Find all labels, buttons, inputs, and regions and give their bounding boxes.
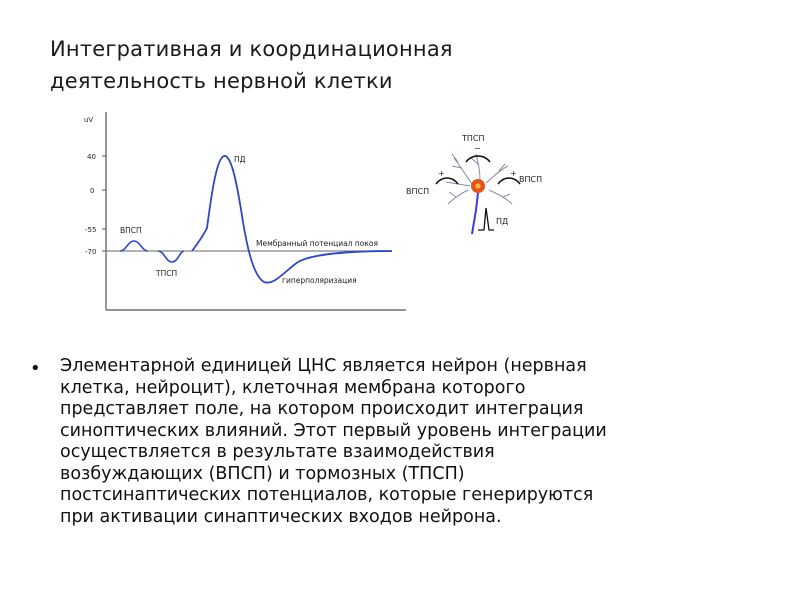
synapse-sign-right: + [510, 169, 517, 178]
bullet-line: осуществляется в результате взаимодействия [60, 442, 495, 462]
neuron-epsp-left-label: ВПСП [406, 187, 430, 196]
epsp-label: ВПСП [120, 226, 142, 235]
synapse-sign-left: + [438, 169, 445, 178]
ap-label: ПД [234, 155, 246, 164]
bullet-line: Элементарной единицей ЦНС является нейрон (нервная [60, 356, 587, 376]
slide-title-line: Интегративная и координационная [50, 37, 453, 61]
synapse-right [498, 178, 520, 184]
hyperpolarization-label: гиперполяризация [282, 276, 357, 285]
y-tick-label: -70 [85, 248, 97, 256]
ap-spike-icon [478, 208, 494, 230]
neuron-nucleus [475, 183, 480, 188]
bullet-line: клетка, нейроцит), клеточная мембрана которого [60, 377, 526, 398]
neuron-epsp-right-label: ВПСП [519, 175, 543, 184]
bullet-line: при активации синаптических входов нейрона. [60, 506, 502, 527]
bullet-line: представляет поле, на котором происходит интеграция [60, 399, 584, 419]
ipsp-curve [158, 251, 184, 262]
neuron-ap-label: ПД [496, 217, 509, 226]
bullet-marker: • [30, 358, 41, 379]
ipsp-label: ТПСП [156, 269, 178, 278]
y-tick-label: -55 [85, 226, 97, 234]
bullet-text [60, 356, 760, 528]
bullet-block [30, 356, 760, 528]
y-tick-label: 40 [87, 153, 96, 161]
y-tick-label: 0 [90, 187, 95, 195]
slide-title-line: деятельность нервной клетки [50, 69, 393, 93]
bullet-line: возбуждающих (ВПСП) и тормозных (ТПСП) [60, 463, 465, 484]
potential-graph [84, 112, 406, 310]
neuron-axon [472, 193, 478, 234]
epsp-curve [120, 241, 148, 251]
neuron-diagram [406, 134, 542, 234]
bullet-line: синоптических влияний. Этот первый уровень интеграции [60, 420, 607, 441]
synapse-sign-top: − [474, 144, 481, 153]
y-unit-label: uV [84, 116, 94, 124]
action-potential-curve [192, 156, 392, 283]
resting-potential-label: Мембранный потенциал покоя [256, 239, 378, 248]
bullet-line: постсинаптических потенциалов, которые генерируются [60, 485, 594, 505]
neuron-dendrites [446, 154, 512, 204]
neuron-ipsp-label: ТПСП [462, 134, 485, 143]
